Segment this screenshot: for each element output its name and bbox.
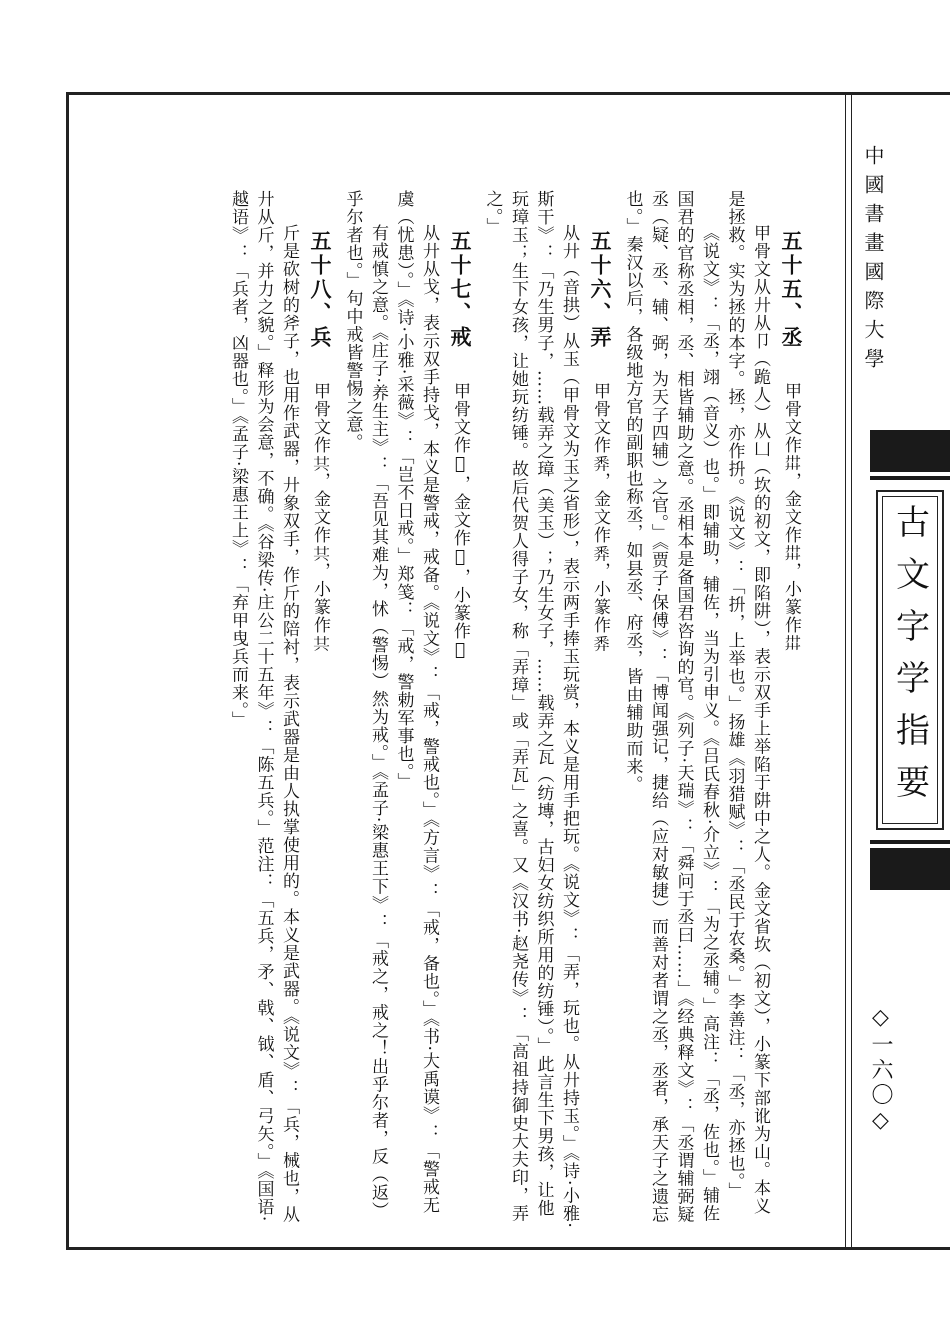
book-title-panel: [876, 490, 944, 830]
entry-title: 五十八、兵: [308, 230, 332, 350]
entry-paragraph: 从廾从戈，表示双手持戈，本义是警戒，戒备。《说文》：「戒，警戒也。」《方言》：「戒，备也。」《书·大禹谟》：「警戒无虞（忧患）。」《诗·小雅·采薇》：「岂不日戒。」郑笺：「戒，警勅军事也。」: [393, 190, 439, 1214]
entry-paragraph: 从廾（音拱）从玉（甲骨文为玉之省形），表示两手捧玉玩赏，本义是用手把玩。《说文》：「弄，玩也。从廾持玉。」《诗·小雅·斯干》：「乃生男子，……载弄之璋（美玉）；乃生女子，……载弄之瓦（纺塼，古妇女纺织所用的纺锤）。」此言生下男孩，让他玩璋玉；生下女孩，让她玩纺锤。故后代贺人得子女，称「弄璋」或「弄瓦」之喜。又《汉书·赵尧传》：「高祖持御史大夫印，弄之。」: [482, 190, 579, 1229]
university-name: 中國書畫國際大學: [861, 145, 885, 377]
entry-heading-58: [301, 190, 339, 1230]
title-ornament-top: [870, 430, 950, 472]
entry-title: 五十七、戒: [448, 230, 472, 350]
entry-paragraph: 甲骨文从廾从卩（跪人）从凵（坎的初文，即陷阱），表示双手上举陷于阱中之人。金文省坎（初文），小篆下部讹为山。本义是拯救。实为拯的本字。拯，亦作抍。《说文》：「抍，上举也。」扬雄《羽猎赋》：「丞民于农桑。」李善注：「丞，亦拯也。」: [724, 190, 770, 1215]
main-text: [100, 190, 810, 1230]
entry-paragraph: 《说文》：「丞，翊（音义）也。」即辅助，辅佐，当为引申义。《吕氏春秋·介立》：「为之丞辅。」高注：「丞，佐也。」辅佐国君的官称丞相，丞、相皆辅助之意。丞相本是备国君咨询的官。《列子·天瑞》：「舜问于丞曰……」《经典释文》：「丞谓辅弼疑丞（疑、丞、辅、弼，为天子四辅）之官。」《贾子·保傅》：「博闻强记，捷给（应对敏捷）而善对者谓之丞，丞者，承天子之遗忘也。」秦汉以后，各级地方官的副职也称丞，如县丞、府丞，皆由辅助而来。: [622, 190, 719, 1224]
entry-title: 五十六、弄: [588, 230, 612, 350]
entry-paragraph: 有戒慎之意。《庄子·养生主》：「吾见其难为，怵（警惕）然为戒。」《孟子·梁惠王下》：「戒之，戒之！出乎尔者，反（返）乎尔者也。」句中戒皆警惕之意。: [342, 190, 388, 1220]
entry-heading-57: [441, 190, 479, 1230]
title-ornament-bottom: [870, 848, 950, 890]
entry-forms: 甲骨文作𢌽，金文作𢌽，小篆作𢌽: [781, 382, 801, 653]
entry-forms: 甲骨文作𢍏，金文作𢍏，小篆作𢍏: [590, 382, 610, 653]
book-title-box: [870, 430, 950, 890]
page-number: ◇一六〇◇: [868, 1005, 893, 1136]
entry-title: 五十五、丞: [779, 230, 803, 350]
entry-heading-55: [772, 190, 810, 1230]
sidebar-rule: [845, 95, 846, 1247]
sidebar-rule-inner: [851, 95, 852, 1247]
book-title: 古文字学指要: [889, 504, 930, 816]
entry-heading-56: [581, 190, 619, 1230]
entry-forms: 甲骨文作𠔏，金文作𠔏，小篆作𠔏: [310, 382, 330, 653]
entry-forms: 甲骨文作𢍬，金文作𢍬，小篆作𢍬: [450, 382, 470, 662]
entry-paragraph: 斤是砍树的斧子，也用作武器，廾象双手，作斤的陪衬，表示武器是由人执掌使用的。本义是武器。《说文》：「兵，械也，从廾从斤，并力之貌。」释形为会意，不确。《谷梁传·庄公二十五年》：「陈五兵。」范注：「五兵，矛、戟、钺、盾、弓矢。」《国语·越语》：「兵者，凶器也。」《孟子·梁惠王上》：「弃甲曳兵而来。」: [228, 190, 299, 1224]
